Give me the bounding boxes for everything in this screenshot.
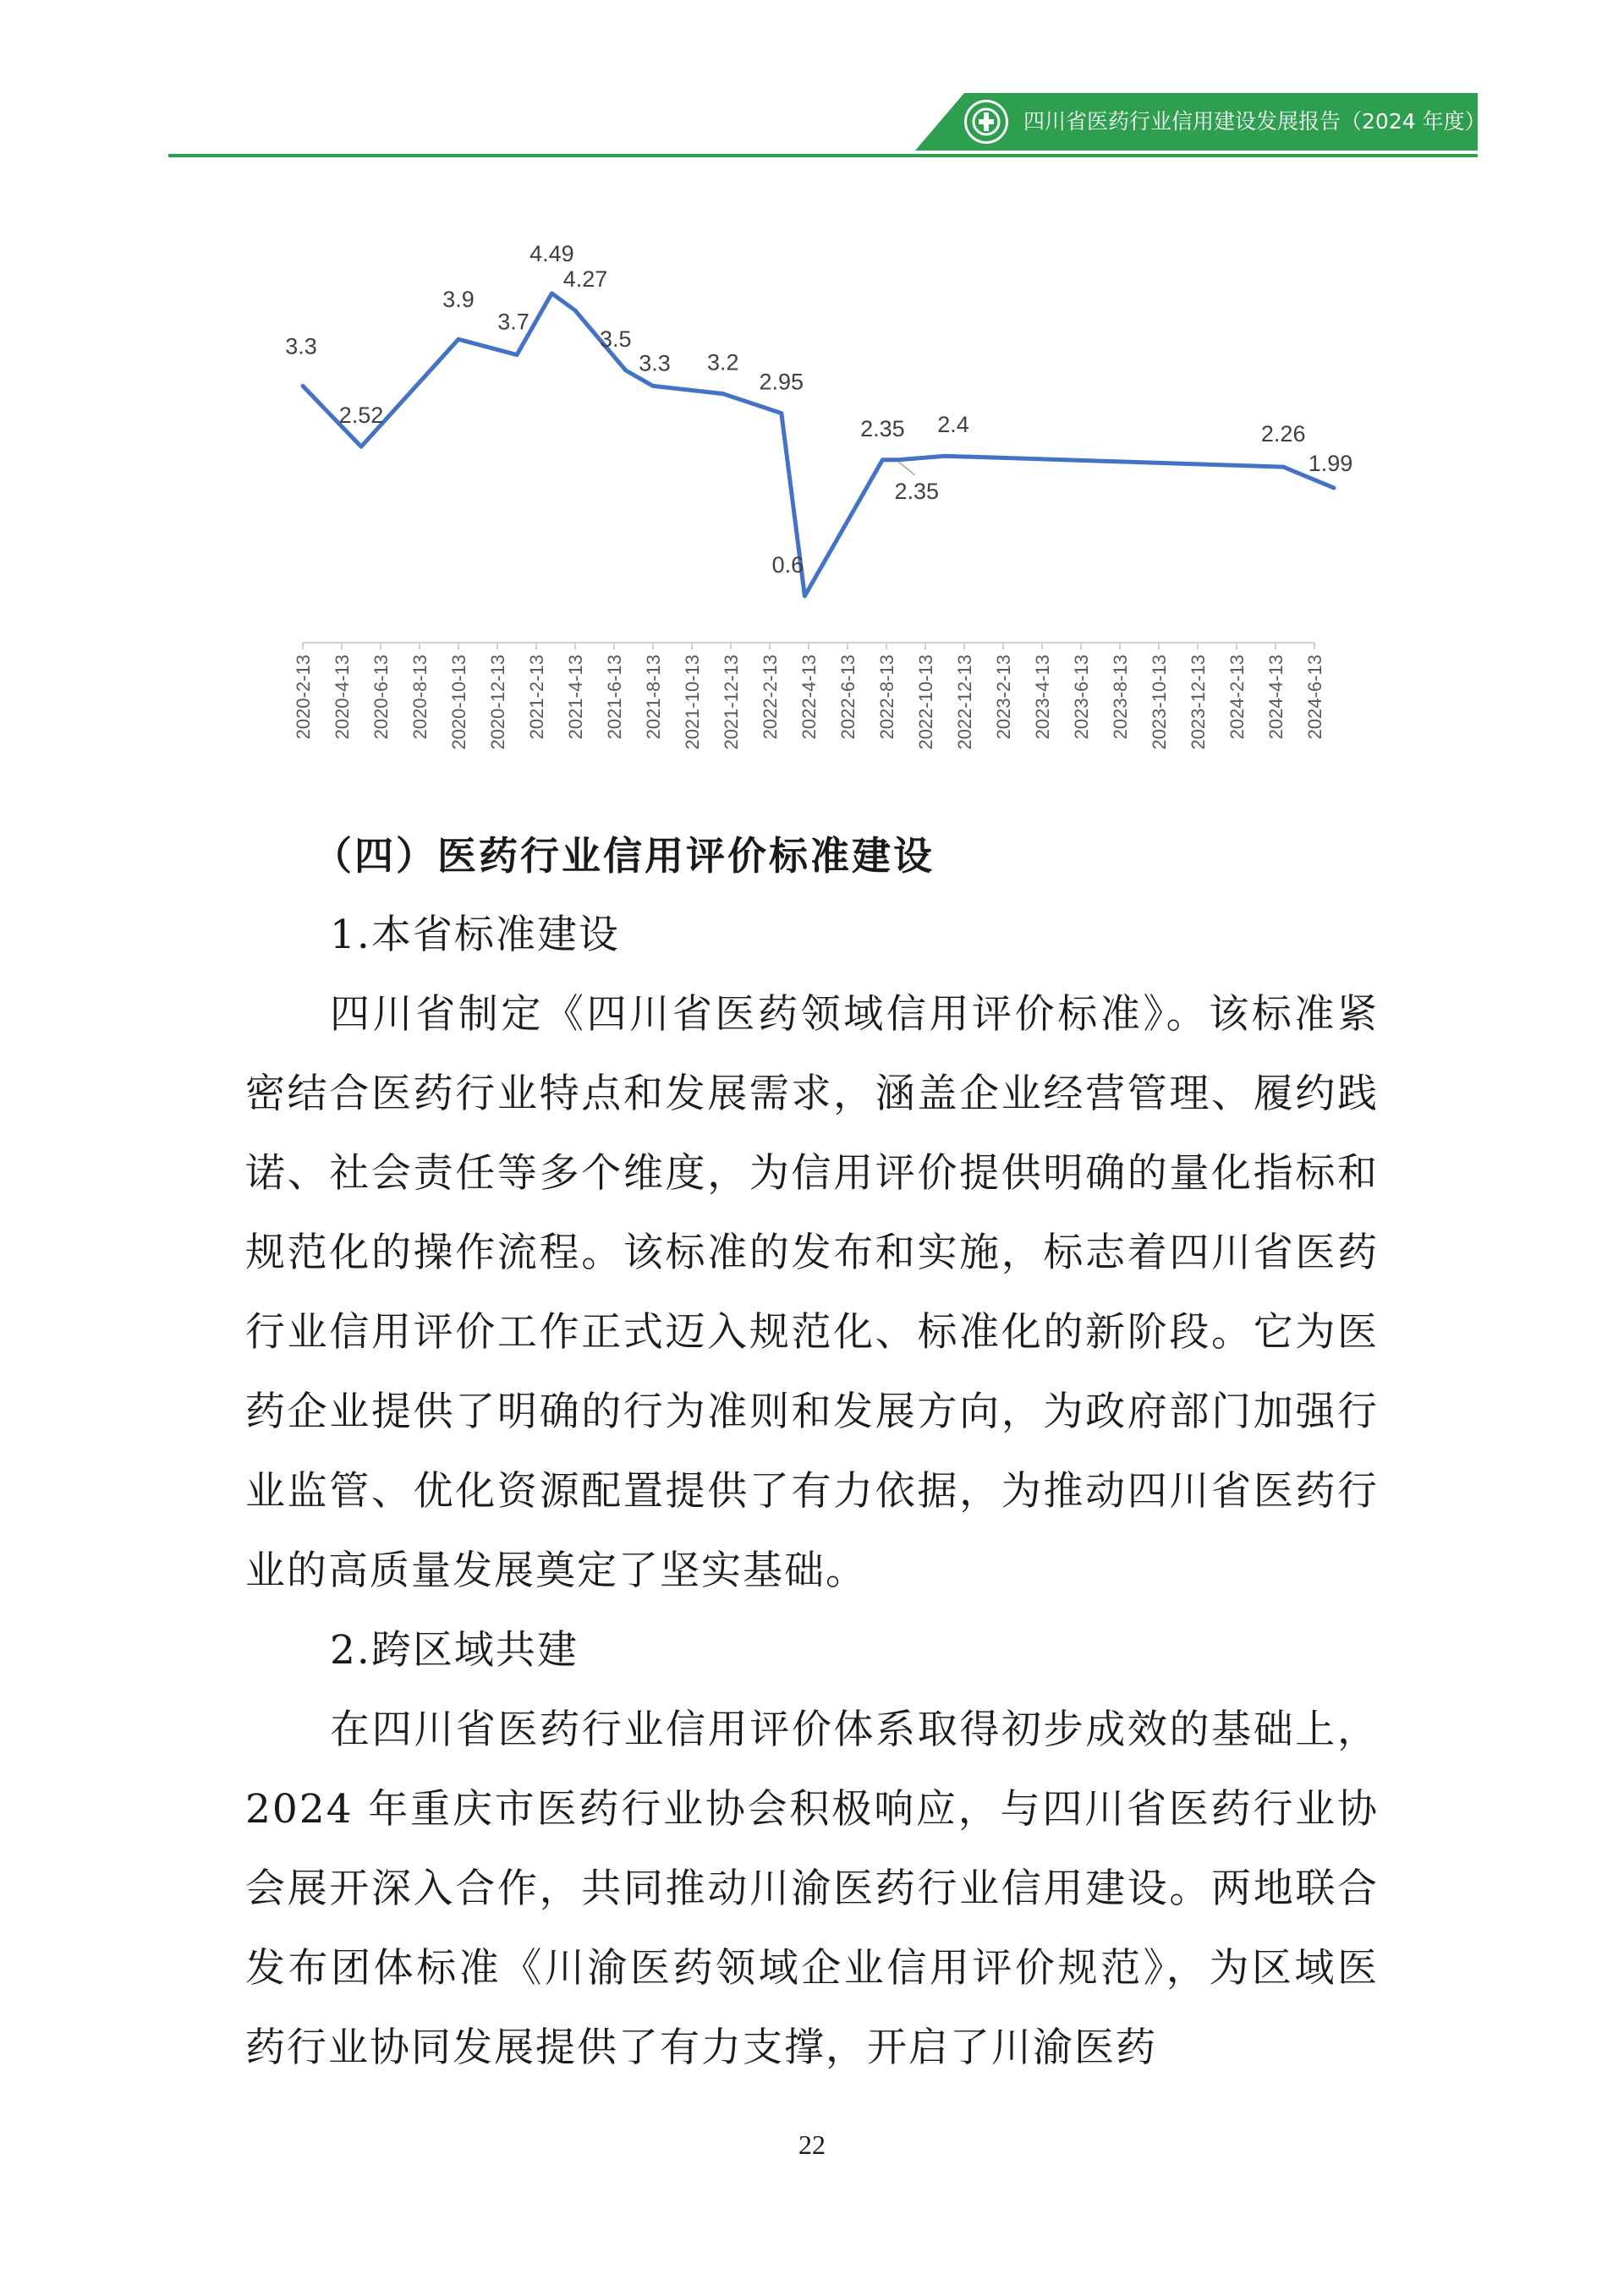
x-tick-label: 2020-10-13 [448, 655, 469, 750]
x-tick-label: 2023-6-13 [1071, 655, 1092, 740]
report-header-title: 四川省医药行业信用建设发展报告（2024 年度） [1023, 109, 1486, 134]
data-label: 2.35 [860, 415, 905, 441]
x-tick-label: 2020-4-13 [332, 655, 353, 740]
data-label: 4.27 [562, 266, 608, 293]
x-tick-label: 2021-4-13 [565, 655, 586, 740]
x-tick-label: 2024-4-13 [1265, 655, 1287, 740]
x-tick-label: 2021-8-13 [643, 655, 664, 740]
x-tick-label: 2022-12-13 [954, 655, 975, 750]
x-tick-label: 2021-10-13 [682, 655, 703, 750]
data-label: 3.9 [442, 287, 475, 313]
x-tick-label: 2023-12-13 [1188, 655, 1209, 750]
data-label: 2.26 [1260, 421, 1306, 447]
data-label: 3.2 [707, 349, 739, 375]
data-label: 3.5 [600, 326, 632, 352]
data-label: 2.35 [894, 478, 940, 504]
x-tick-label: 2021-12-13 [721, 655, 742, 750]
label-leader-line [898, 462, 915, 475]
data-label: 2.52 [338, 403, 384, 429]
x-tick-label: 2022-10-13 [915, 655, 936, 750]
paragraph-1: 四川省制定《四川省医药领域信用评价标准》。该标准紧密结合医药行业特点和发展需求，涵盖企业经营管理、履约践诺、社会责任等多个维度，为信用评价提供明确的量化指标和规范化的操作流程。该标准的发布和实施，标志着四川省医药行业信用评价工作正式迈入规范化、标准化的新阶段。它为医药企业提供了明确的行为准则和发展方向，为政府部门加强行业监管、优化资源配置提供了有力依据，为推动四川省医药行业的高质量发展奠定了坚实基础。 [245, 991, 1379, 1594]
data-label: 3.3 [285, 333, 317, 359]
paragraph-2: 在四川省医药行业信用评价体系取得初步成效的基础上，2024 年重庆市医药行业协会积极响应，与四川省医药行业协会展开深入合作，共同推动川渝医药行业信用建设。两地联合发布团体标准《川渝医药领域企业信用评价规范》，为区域医药行业协同发展提供了有力支撑，开启了川渝医药 [245, 1707, 1379, 2071]
x-tick-label: 2022-6-13 [837, 655, 859, 740]
data-label: 3.7 [497, 309, 529, 335]
subsection-heading-2: 2.跨区域共建 [330, 1627, 579, 1674]
medical-cross-emblem-icon [964, 100, 1008, 144]
x-tick-label: 2020-8-13 [409, 655, 431, 740]
section-heading: （四）医药行业信用评价标准建设 [313, 833, 935, 879]
x-tick-label: 2022-8-13 [876, 655, 897, 740]
x-tick-label: 2023-8-13 [1110, 655, 1131, 740]
data-label: 0.6 [771, 551, 804, 578]
x-tick-label: 2022-2-13 [760, 655, 781, 740]
line-chart [254, 220, 1370, 778]
x-tick-label: 2024-2-13 [1226, 655, 1248, 740]
x-tick-label: 2022-4-13 [798, 655, 820, 740]
line-chart-svg [254, 220, 1370, 778]
x-tick-label: 2020-6-13 [370, 655, 392, 740]
data-label: 1.99 [1308, 450, 1353, 476]
series-line [303, 293, 1334, 596]
x-tick-label: 2024-6-13 [1304, 655, 1325, 740]
x-tick-label: 2023-10-13 [1149, 655, 1170, 750]
data-label: 2.4 [937, 412, 969, 438]
header-rule [168, 154, 1478, 157]
x-tick-label: 2023-2-13 [993, 655, 1014, 740]
subsection-heading-1: 1.本省标准建设 [330, 912, 620, 958]
data-label: 3.3 [639, 350, 671, 376]
main-content [245, 816, 1379, 2088]
x-tick-label: 2020-2-13 [293, 655, 314, 740]
data-label: 4.49 [529, 240, 574, 266]
x-tick-label: 2020-12-13 [487, 655, 508, 750]
x-tick-label: 2023-4-13 [1032, 655, 1053, 740]
data-label: 2.95 [759, 369, 804, 395]
page-number: 22 [798, 2129, 826, 2160]
x-tick-label: 2021-6-13 [604, 655, 625, 740]
x-tick-label: 2021-2-13 [526, 655, 547, 740]
